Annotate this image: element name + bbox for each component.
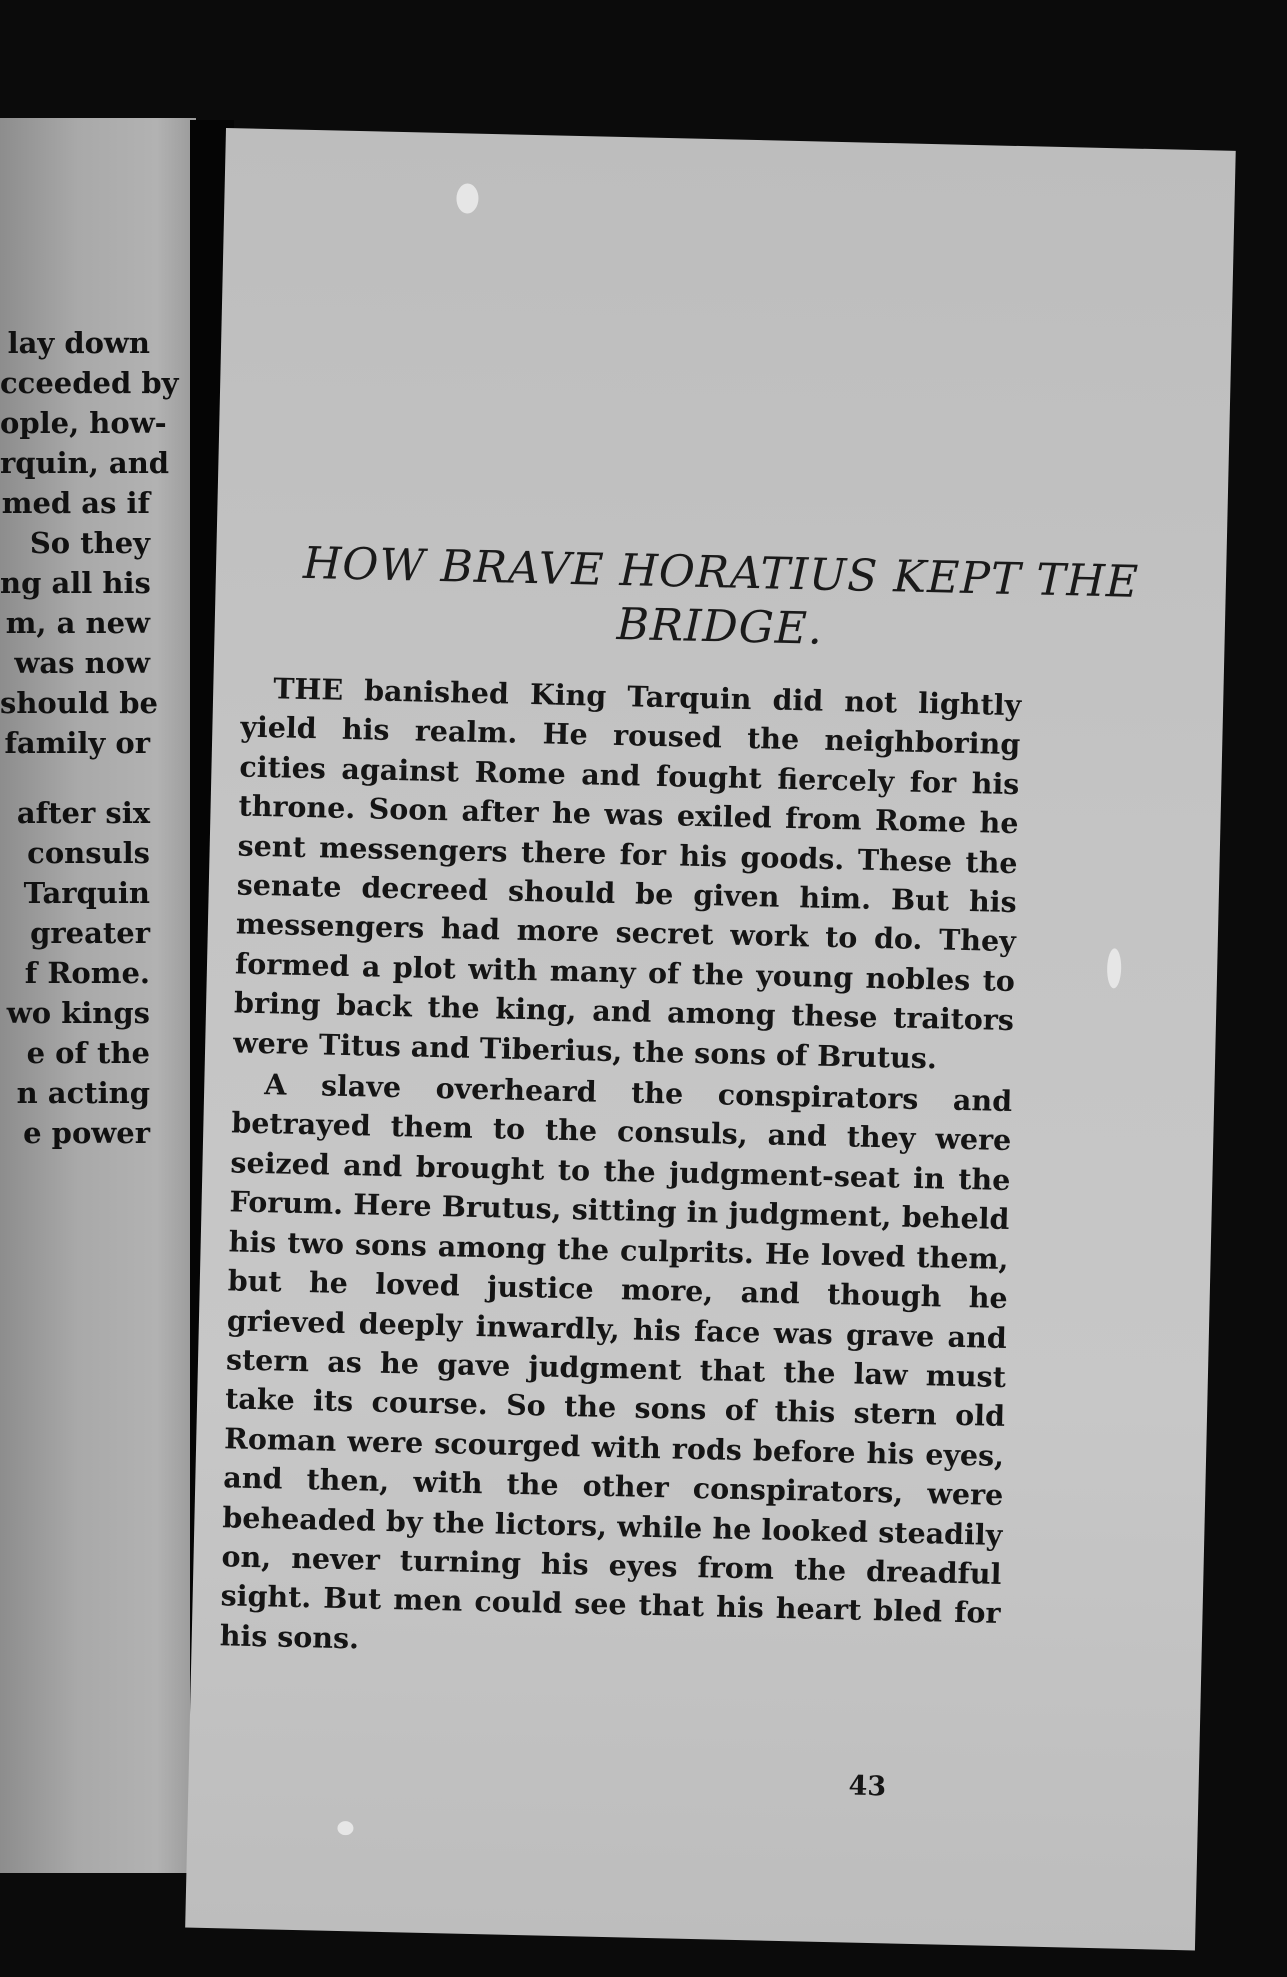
left-line: lay down bbox=[7, 326, 150, 360]
left-line: wo kings bbox=[6, 996, 150, 1030]
left-line: family or bbox=[4, 726, 150, 760]
left-line: So they bbox=[29, 526, 150, 560]
left-line: ople, how- bbox=[0, 406, 167, 440]
left-line: f Rome. bbox=[24, 956, 150, 990]
left-line: should be bbox=[0, 686, 158, 720]
left-page-text bbox=[0, 323, 179, 1153]
left-line: e power bbox=[23, 1116, 150, 1150]
left-paragraph-gap bbox=[0, 763, 150, 793]
paragraph: THE banished King Tarquin did not lightly yield his realm. He roused the neighboring cities against Rome and fought fiercely for his throne. Soon after he was exiled from Rome he sent messengers there for his goods. These the senate decreed should be given him. But his messengers had more secret work to do. They formed a plot with many of the young nobles to bring back the king, and among these traitors were Titus and Tiberius, the sons of Brutus. bbox=[232, 671, 1022, 1076]
scan-speck bbox=[337, 1821, 353, 1835]
page-number: 43 bbox=[848, 1770, 887, 1803]
left-line: cceeded by bbox=[0, 366, 179, 400]
left-line: med as if bbox=[1, 486, 150, 520]
left-line: m, a new bbox=[5, 606, 150, 640]
left-line: after six bbox=[16, 796, 150, 830]
left-line: rquin, and bbox=[0, 446, 170, 480]
scan-speck bbox=[456, 183, 479, 213]
chapter-title: HOW BRAVE HORATIUS KEPT THE BRIDGE. bbox=[302, 537, 1140, 655]
right-page bbox=[185, 128, 1236, 1950]
left-line: Tarquin bbox=[23, 876, 150, 910]
left-line: ng all his bbox=[0, 566, 151, 600]
left-line: was now bbox=[14, 646, 150, 680]
left-page-fragment bbox=[0, 118, 196, 1873]
left-line: consuls bbox=[27, 836, 150, 870]
left-line: e of the bbox=[26, 1036, 150, 1070]
left-line: greater bbox=[30, 916, 150, 950]
scan-speck bbox=[1107, 948, 1122, 988]
paragraph: A slave overheard the conspirators and betrayed them to the consuls, and they were seized and brought to the judgment-seat in the Forum. Here Brutus, sitting in judgment, beheld his two sons among the culprits. He loved them, but he loved justice more, and though he grieved deeply inwardly, his face was grave and stern as he gave judgment that the law must take its course. So the sons of this stern old Roman were scourged with rods before his eyes, and then, with the other conspirators, were beheaded by the lictors, while he looked steadily on, never turning his eyes from the dreadful sight. But men could see that his heart bled for his sons. bbox=[219, 1067, 1013, 1656]
chapter-body bbox=[219, 668, 1021, 1673]
left-line: n acting bbox=[16, 1076, 150, 1110]
